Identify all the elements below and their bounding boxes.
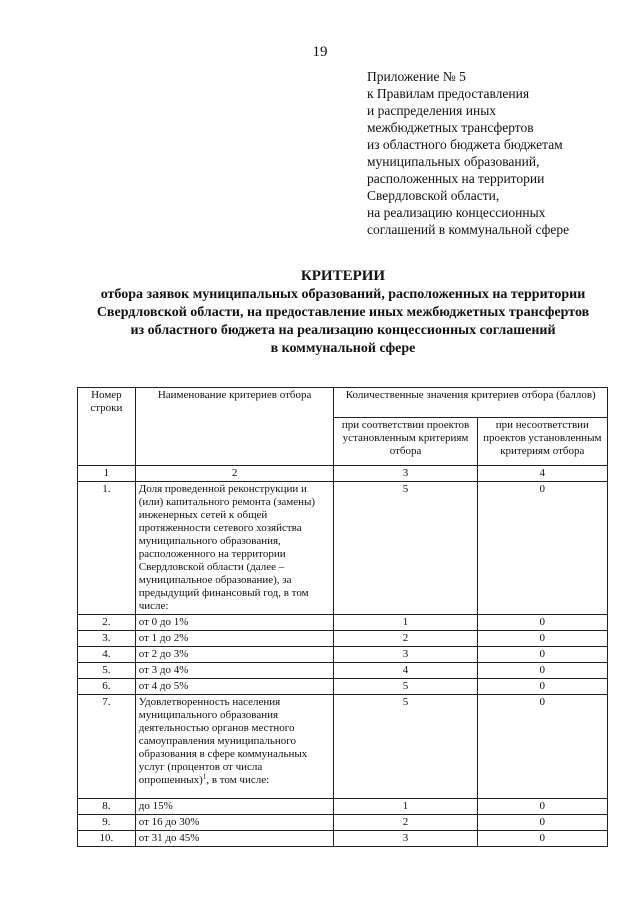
criterion-name: от 0 до 1% bbox=[135, 615, 334, 631]
header-criterion-name: Наименование критериев отбора bbox=[135, 388, 334, 466]
table-row bbox=[78, 799, 608, 815]
header-row-number: Номер строки bbox=[78, 388, 136, 466]
heading-line: отбора заявок муниципальных образований, расположенных на территории bbox=[100, 287, 586, 302]
compliance-value: 1 bbox=[334, 615, 477, 631]
table-row bbox=[78, 647, 608, 663]
compliance-value: 5 bbox=[334, 482, 477, 615]
compliance-value: 2 bbox=[334, 631, 477, 647]
row-number: 4. bbox=[78, 647, 136, 663]
compliance-value: 3 bbox=[334, 831, 477, 847]
header-non-compliance: при несоответствии проектов установленным критериям отбора bbox=[477, 418, 607, 466]
table-row bbox=[78, 631, 608, 647]
row-number: 6. bbox=[78, 679, 136, 695]
column-number: 1 bbox=[78, 466, 136, 482]
row-number: 8. bbox=[78, 799, 136, 815]
heading-title: КРИТЕРИИ bbox=[300, 268, 386, 284]
compliance-value: 5 bbox=[334, 679, 477, 695]
appendix-line: расположенных на территории bbox=[367, 171, 545, 186]
row-number: 10. bbox=[78, 831, 136, 847]
appendix-line: соглашений в коммунальной сфере bbox=[367, 222, 570, 237]
compliance-value: 2 bbox=[334, 815, 477, 831]
criterion-name: Доля проведенной реконструкции и (или) капитального ремонта (замены) инженерных сетей к общей протяженности сетевого хозяйства муниципального образования, расположенного на территории Свердловской области (далее – муниципальное образование), за предыдущий финансовый год, в том числе: bbox=[135, 482, 334, 615]
heading-line: Свердловской области, на предоставление иных межбюджетных трансфертов bbox=[96, 305, 590, 320]
appendix-line: и распределения иных bbox=[367, 103, 497, 118]
column-number: 2 bbox=[135, 466, 334, 482]
appendix-line: на реализацию концессионных bbox=[367, 205, 546, 220]
row-number: 2. bbox=[78, 615, 136, 631]
criterion-name: до 15% bbox=[135, 799, 334, 815]
criterion-name: от 16 до 30% bbox=[135, 815, 334, 831]
non-compliance-value: 0 bbox=[477, 615, 607, 631]
heading-line: в коммунальной сфере bbox=[270, 341, 416, 356]
table-row bbox=[78, 615, 608, 631]
compliance-value: 1 bbox=[334, 799, 477, 815]
appendix-line: к Правилам предоставления bbox=[367, 86, 530, 101]
criterion-name: от 1 до 2% bbox=[135, 631, 334, 647]
table-row bbox=[78, 815, 608, 831]
header-compliance: при соответствии проектов установленным критериям отбора bbox=[334, 418, 477, 466]
table-row bbox=[78, 482, 608, 615]
column-number-row bbox=[78, 466, 608, 482]
row-number: 9. bbox=[78, 815, 136, 831]
row-number: 3. bbox=[78, 631, 136, 647]
table-row bbox=[78, 663, 608, 679]
criterion-name-tail: , в том числе: bbox=[206, 774, 270, 786]
compliance-value: 5 bbox=[334, 695, 477, 799]
non-compliance-value: 0 bbox=[477, 799, 607, 815]
column-number: 4 bbox=[477, 466, 607, 482]
appendix-line: из областного бюджета бюджетам bbox=[367, 137, 563, 152]
row-number: 7. bbox=[78, 695, 136, 799]
compliance-value: 4 bbox=[334, 663, 477, 679]
non-compliance-value: 0 bbox=[477, 815, 607, 831]
footnote-mark: 1 bbox=[202, 772, 207, 781]
non-compliance-value: 0 bbox=[477, 663, 607, 679]
criterion-name: от 3 до 4% bbox=[135, 663, 334, 679]
appendix-line: Свердловской области, bbox=[367, 188, 500, 203]
header-values-group: Количественные значения критериев отбора (баллов) bbox=[334, 388, 608, 418]
non-compliance-value: 0 bbox=[477, 482, 607, 615]
table-row bbox=[78, 695, 608, 799]
compliance-value: 3 bbox=[334, 647, 477, 663]
appendix-line: муниципальных образований, bbox=[367, 154, 540, 169]
non-compliance-value: 0 bbox=[477, 679, 607, 695]
page-number: 19 bbox=[312, 44, 328, 60]
criterion-name-text: Удовлетворенность населения муниципального образования деятельностью органов местного самоуправления муниципального образования в сфере коммунальных услуг (процентов от числа опрошенных) bbox=[138, 696, 308, 786]
criterion-name: от 2 до 3% bbox=[135, 647, 334, 663]
non-compliance-value: 0 bbox=[477, 631, 607, 647]
criteria-table bbox=[77, 387, 608, 847]
non-compliance-value: 0 bbox=[477, 831, 607, 847]
column-number: 3 bbox=[334, 466, 477, 482]
non-compliance-value: 0 bbox=[477, 647, 607, 663]
heading-line: из областного бюджета на реализацию концессионных соглашений bbox=[130, 323, 556, 338]
row-number: 5. bbox=[78, 663, 136, 679]
document-heading bbox=[40, 266, 640, 358]
appendix-line: Приложение № 5 bbox=[367, 69, 466, 84]
criterion-name: от 4 до 5% bbox=[135, 679, 334, 695]
row-number: 1. bbox=[78, 482, 136, 615]
appendix-block bbox=[367, 68, 627, 238]
criterion-name: от 31 до 45% bbox=[135, 831, 334, 847]
table-row bbox=[78, 831, 608, 847]
non-compliance-value: 0 bbox=[477, 695, 607, 799]
appendix-line: межбюджетных трансфертов bbox=[367, 120, 534, 135]
table-row bbox=[78, 679, 608, 695]
criterion-name bbox=[135, 695, 334, 799]
table-header-row bbox=[78, 388, 608, 418]
